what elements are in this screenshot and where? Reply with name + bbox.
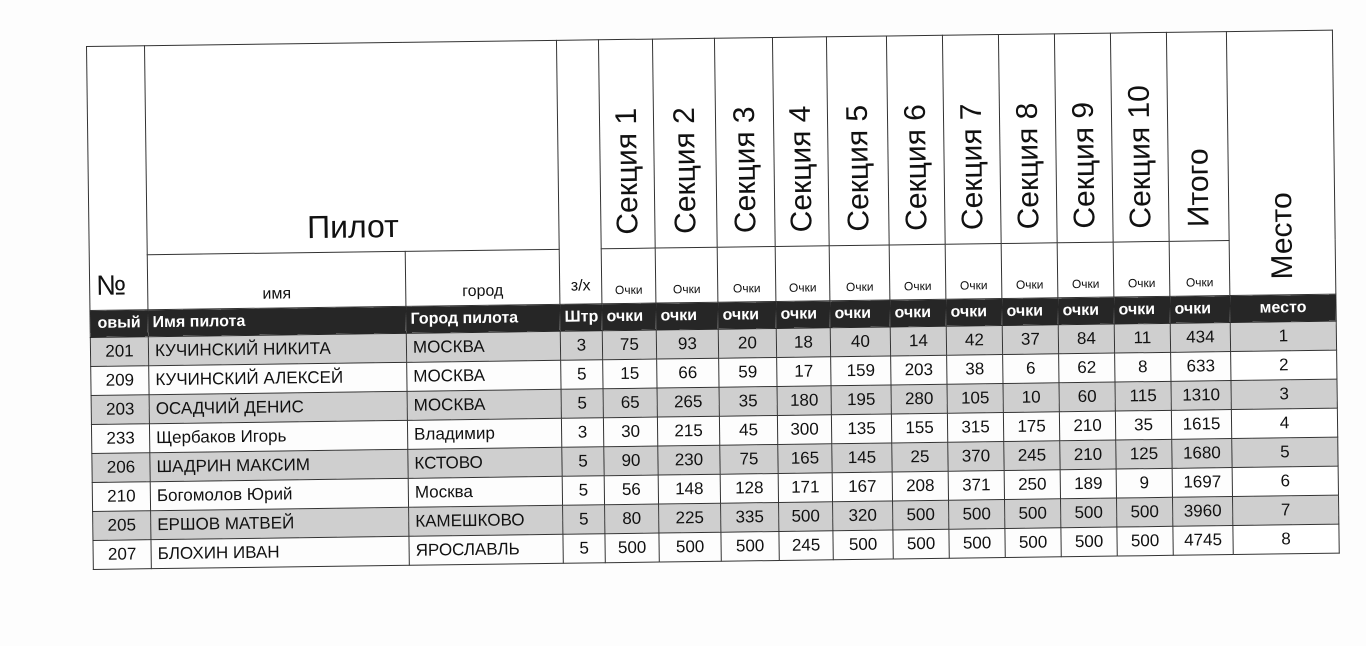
number-header: № — [87, 46, 148, 311]
section-score-cell: 18 — [776, 328, 830, 358]
col-points: очки — [1058, 297, 1114, 325]
section-score-cell: 25 — [892, 442, 948, 472]
section-score-cell: 500 — [779, 502, 833, 532]
place-cell: 8 — [1233, 524, 1339, 554]
section-score-cell: 80 — [605, 504, 659, 534]
section-score-cell: 14 — [890, 326, 946, 356]
section-score-cell: 500 — [1061, 498, 1117, 528]
points-subheader: Очки — [945, 244, 1002, 300]
total-cell: 3960 — [1173, 497, 1233, 527]
section-score-cell: 40 — [830, 327, 890, 357]
section-score-cell: 60 — [1059, 382, 1115, 412]
section-score-cell: 500 — [605, 533, 659, 563]
section-score-cell: 500 — [893, 529, 949, 559]
total-cell: 4745 — [1173, 526, 1233, 556]
pilot-city-cell: МОСКВА — [406, 331, 560, 362]
place-cell: 5 — [1232, 437, 1338, 467]
section-score-cell: 500 — [893, 500, 949, 530]
section-score-cell: 189 — [1060, 469, 1116, 499]
col-number: овый — [90, 310, 148, 338]
col-points: очки — [656, 302, 718, 330]
section-score-cell: 265 — [657, 387, 719, 417]
section-score-cell: 500 — [1061, 527, 1117, 557]
pilot-number-cell: 205 — [93, 511, 151, 541]
section-score-cell: 500 — [659, 532, 721, 562]
section-score-cell: 75 — [602, 330, 656, 360]
section-score-cell: 9 — [1116, 468, 1172, 498]
penalty-cell: 5 — [563, 534, 605, 564]
section-score-cell: 335 — [721, 502, 779, 532]
col-points: очки — [946, 299, 1002, 327]
pilot-city-cell: ЯРОСЛАВЛЬ — [409, 534, 563, 565]
total-cell: 633 — [1171, 352, 1231, 382]
section-score-cell: 320 — [833, 501, 893, 531]
section-8-header: Секция 8 — [998, 34, 1057, 244]
section-score-cell: 500 — [1117, 497, 1173, 527]
section-score-cell: 500 — [1005, 499, 1061, 529]
col-place: место — [1230, 294, 1336, 322]
section-score-cell: 175 — [1003, 412, 1059, 442]
penalty-cell: 5 — [562, 447, 604, 477]
points-subheader: Очки — [1001, 243, 1058, 299]
section-score-cell: 75 — [720, 444, 778, 474]
points-subheader: Очки — [775, 246, 830, 302]
points-subheader: Очки — [829, 245, 890, 301]
pilot-name-cell: БЛОХИН ИВАН — [151, 536, 409, 568]
section-score-cell: 66 — [657, 358, 719, 388]
pilot-number-cell: 210 — [92, 482, 150, 512]
section-score-cell: 11 — [1114, 323, 1170, 353]
section-score-cell: 171 — [778, 473, 832, 503]
pilot-name-cell: КУЧИНСКИЙ НИКИТА — [148, 333, 406, 365]
total-cell: 1680 — [1172, 439, 1232, 469]
pilot-number-cell: 201 — [90, 337, 148, 367]
place-cell: 2 — [1231, 350, 1337, 380]
section-score-cell: 20 — [718, 328, 776, 358]
col-city: Город пилота — [406, 304, 560, 333]
col-points: очки — [718, 301, 776, 329]
place-cell: 4 — [1231, 408, 1337, 438]
section-4-header: Секция 4 — [772, 37, 829, 247]
section-score-cell: 225 — [659, 503, 721, 533]
penalty-cell: 5 — [561, 360, 603, 390]
section-score-cell: 500 — [949, 529, 1005, 559]
col-points: очки — [890, 299, 946, 327]
section-score-cell: 62 — [1059, 353, 1115, 383]
section-3-header: Секция 3 — [714, 38, 775, 248]
section-score-cell: 245 — [1004, 441, 1060, 471]
points-subheader: Очки — [601, 248, 656, 304]
section-score-cell: 315 — [947, 413, 1003, 443]
section-score-cell: 500 — [1117, 526, 1173, 556]
penalty-cell: 3 — [561, 418, 603, 448]
section-score-cell: 125 — [1116, 439, 1172, 469]
pilot-number-cell: 203 — [91, 395, 149, 425]
section-score-cell: 145 — [832, 443, 892, 473]
total-cell: 1310 — [1171, 381, 1231, 411]
section-score-cell: 10 — [1003, 383, 1059, 413]
section-score-cell: 155 — [891, 413, 947, 443]
results-table — [86, 30, 1340, 570]
section-score-cell: 159 — [831, 356, 891, 386]
col-points: очки — [1114, 296, 1170, 324]
pilot-header: Пилот — [145, 40, 560, 254]
section-score-cell: 17 — [777, 357, 831, 387]
pilot-number-cell: 233 — [91, 424, 149, 454]
results-sheet — [86, 30, 1339, 606]
col-points: очки — [602, 303, 656, 331]
section-score-cell: 280 — [891, 384, 947, 414]
total-cell: 434 — [1170, 323, 1230, 353]
total-header: Итого — [1166, 32, 1229, 242]
total-cell: 1697 — [1172, 468, 1232, 498]
section-score-cell: 115 — [1115, 381, 1171, 411]
section-score-cell: 203 — [891, 355, 947, 385]
section-score-cell: 215 — [657, 416, 719, 446]
section-score-cell: 35 — [1115, 410, 1171, 440]
section-6-header: Секция 6 — [886, 35, 945, 245]
section-score-cell: 250 — [1004, 470, 1060, 500]
section-score-cell: 165 — [778, 444, 832, 474]
section-score-cell: 42 — [946, 326, 1002, 356]
section-score-cell: 167 — [832, 472, 892, 502]
section-score-cell: 135 — [831, 414, 891, 444]
pilot-name-cell: ЕРШОВ МАТВЕЙ — [151, 507, 409, 539]
points-subheader: Очки — [1113, 241, 1170, 297]
section-1-header: Секция 1 — [598, 39, 655, 249]
section-score-cell: 500 — [833, 530, 893, 560]
col-penalty: Штр — [560, 304, 602, 332]
section-score-cell: 210 — [1060, 440, 1116, 470]
section-score-cell: 6 — [1003, 354, 1059, 384]
place-cell: 3 — [1231, 379, 1337, 409]
city-subheader: город — [405, 249, 560, 306]
section-score-cell: 128 — [720, 473, 778, 503]
penalty-cell: 3 — [560, 331, 602, 361]
pilot-city-cell: Владимир — [407, 418, 561, 449]
pilot-number-cell: 209 — [91, 366, 149, 396]
section-score-cell: 105 — [947, 384, 1003, 414]
section-7-header: Секция 7 — [942, 35, 1001, 245]
name-subheader: имя — [147, 251, 406, 309]
place-header: Место — [1226, 30, 1335, 295]
place-cell: 6 — [1232, 466, 1338, 496]
section-score-cell: 38 — [947, 355, 1003, 385]
points-subheader: Очки — [1057, 242, 1114, 298]
penalty-cell: 5 — [563, 505, 605, 535]
section-score-cell: 35 — [719, 386, 777, 416]
pilot-city-cell: МОСКВА — [407, 389, 561, 420]
section-score-cell: 500 — [1005, 528, 1061, 558]
points-subheader: Очки — [655, 247, 718, 303]
place-cell: 1 — [1230, 321, 1336, 351]
section-2-header: Секция 2 — [652, 38, 717, 248]
section-score-cell: 370 — [948, 442, 1004, 472]
section-score-cell: 30 — [603, 417, 657, 447]
col-points: очки — [830, 300, 890, 328]
total-cell: 1615 — [1171, 410, 1231, 440]
section-score-cell: 8 — [1115, 352, 1171, 382]
section-score-cell: 148 — [658, 474, 720, 504]
col-name: Имя пилота — [148, 306, 406, 336]
pilot-city-cell: КАМЕШКОВО — [409, 505, 563, 536]
section-10-header: Секция 10 — [1110, 32, 1169, 242]
section-score-cell: 245 — [779, 531, 833, 561]
pilot-name-cell: ШАДРИН МАКСИМ — [150, 449, 408, 481]
section-score-cell: 195 — [831, 385, 891, 415]
penalty-cell: 5 — [561, 389, 603, 419]
section-score-cell: 56 — [604, 475, 658, 505]
pilot-name-cell: Богомолов Юрий — [150, 478, 408, 510]
section-score-cell: 84 — [1058, 324, 1114, 354]
section-9-header: Секция 9 — [1054, 33, 1113, 243]
pilot-number-cell: 206 — [92, 453, 150, 483]
section-score-cell: 45 — [719, 415, 777, 445]
section-score-cell: 230 — [658, 445, 720, 475]
section-score-cell: 65 — [603, 388, 657, 418]
pilot-city-cell: МОСКВА — [407, 360, 561, 391]
section-score-cell: 59 — [719, 357, 777, 387]
pilot-name-cell: КУЧИНСКИЙ АЛЕКСЕЙ — [149, 362, 407, 394]
section-score-cell: 208 — [892, 471, 948, 501]
section-score-cell: 300 — [777, 415, 831, 445]
col-points: очки — [1170, 296, 1230, 324]
section-score-cell: 15 — [603, 359, 657, 389]
section-5-header: Секция 5 — [826, 36, 889, 246]
zx-header: з/х — [556, 40, 601, 305]
pilot-name-cell: ОСАДЧИЙ ДЕНИС — [149, 391, 407, 423]
col-points: очки — [1002, 298, 1058, 326]
pilot-city-cell: КСТОВО — [408, 447, 562, 478]
pilot-name-cell: Щербаков Игорь — [149, 420, 407, 452]
section-score-cell: 371 — [948, 471, 1004, 501]
points-subheader: Очки — [717, 246, 776, 302]
points-subheader: Очки — [889, 244, 946, 300]
section-score-cell: 500 — [721, 531, 779, 561]
place-cell: 7 — [1232, 495, 1338, 525]
section-score-cell: 37 — [1002, 325, 1058, 355]
pilot-number-cell: 207 — [93, 540, 151, 570]
pilot-city-cell: Москва — [408, 476, 562, 507]
section-score-cell: 210 — [1059, 411, 1115, 441]
penalty-cell: 5 — [562, 476, 604, 506]
section-score-cell: 93 — [656, 329, 718, 359]
section-score-cell: 500 — [949, 500, 1005, 530]
points-subheader: Очки — [1169, 241, 1230, 297]
section-score-cell: 90 — [604, 446, 658, 476]
col-points: очки — [776, 301, 830, 329]
section-score-cell: 180 — [777, 386, 831, 416]
